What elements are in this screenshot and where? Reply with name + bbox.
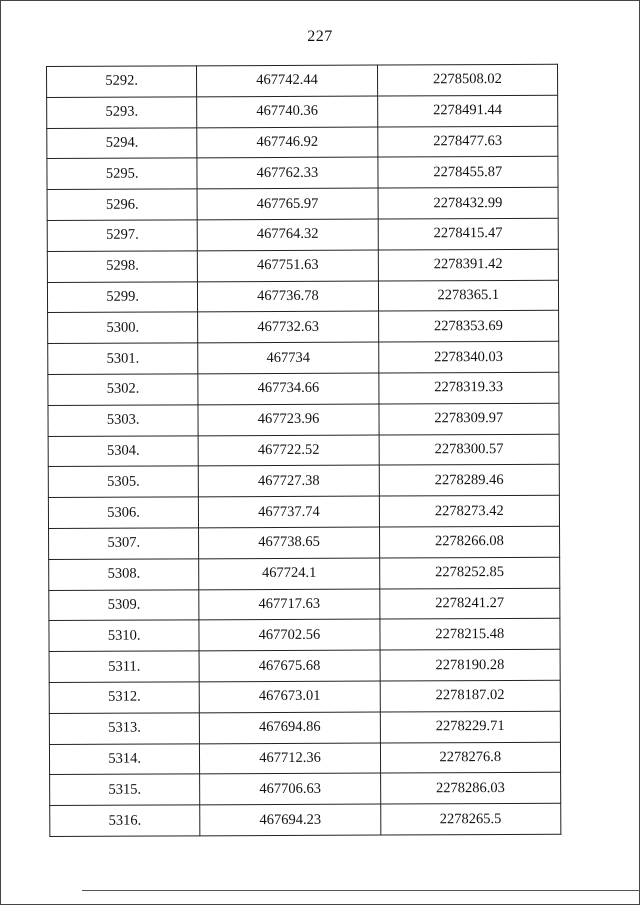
bottom-rule xyxy=(82,890,640,891)
x-coordinate-cell: 467738.65 xyxy=(199,527,379,559)
table-row xyxy=(48,434,559,467)
y-coordinate-cell: 2278432.99 xyxy=(378,187,559,219)
y-coordinate-cell: 2278252.85 xyxy=(379,557,560,589)
table-row xyxy=(49,742,560,775)
y-coordinate-cell: 2278289.46 xyxy=(379,465,560,497)
table-row xyxy=(47,64,558,97)
x-coordinate-cell: 467724.1 xyxy=(199,558,379,590)
table-row xyxy=(50,773,561,806)
y-coordinate-cell: 2278508.02 xyxy=(377,64,558,96)
table-row xyxy=(47,218,558,251)
x-coordinate-cell: 467706.63 xyxy=(200,773,380,805)
point-number-cell: 5292. xyxy=(47,66,197,97)
point-number-cell: 5307. xyxy=(49,528,199,559)
table-row xyxy=(49,619,560,652)
y-coordinate-cell: 2278353.69 xyxy=(378,311,559,343)
x-coordinate-cell: 467765.97 xyxy=(197,188,377,220)
table-row xyxy=(48,372,559,405)
x-coordinate-cell: 467675.68 xyxy=(199,650,379,682)
point-number-cell: 5303. xyxy=(48,405,198,436)
point-number-cell: 5305. xyxy=(48,466,198,497)
y-coordinate-cell: 2278365.1 xyxy=(378,280,559,312)
x-coordinate-cell: 467740.36 xyxy=(197,96,377,128)
point-number-cell: 5294. xyxy=(47,127,197,158)
x-coordinate-cell: 467746.92 xyxy=(197,127,377,159)
y-coordinate-cell: 2278455.87 xyxy=(378,157,559,189)
table-row xyxy=(47,249,558,282)
y-coordinate-cell: 2278187.02 xyxy=(380,680,561,712)
x-coordinate-cell: 467737.74 xyxy=(199,496,379,528)
point-number-cell: 5298. xyxy=(47,251,197,282)
point-number-cell: 5316. xyxy=(50,805,200,836)
y-coordinate-cell: 2278477.63 xyxy=(377,126,558,158)
x-coordinate-cell: 467673.01 xyxy=(200,681,380,713)
point-number-cell: 5297. xyxy=(47,220,197,251)
point-number-cell: 5296. xyxy=(47,189,197,220)
y-coordinate-cell: 2278319.33 xyxy=(378,372,559,404)
point-number-cell: 5295. xyxy=(47,158,197,189)
table-row xyxy=(48,465,559,498)
y-coordinate-cell: 2278266.08 xyxy=(379,526,560,558)
point-number-cell: 5293. xyxy=(47,97,197,128)
y-coordinate-cell: 2278415.47 xyxy=(378,218,559,250)
table-body xyxy=(47,64,561,836)
y-coordinate-cell: 2278273.42 xyxy=(379,495,560,527)
x-coordinate-cell: 467736.78 xyxy=(198,281,378,313)
point-number-cell: 5311. xyxy=(49,651,199,682)
y-coordinate-cell: 2278265.5 xyxy=(380,803,561,835)
point-number-cell: 5315. xyxy=(50,774,200,805)
table-row xyxy=(48,495,559,528)
coordinate-table xyxy=(46,64,561,837)
y-coordinate-cell: 2278190.28 xyxy=(380,649,561,681)
point-number-cell: 5313. xyxy=(49,713,199,744)
page-number: 227 xyxy=(307,28,333,45)
table-row xyxy=(49,711,560,744)
table-row xyxy=(50,803,561,836)
x-coordinate-cell: 467694.23 xyxy=(200,804,380,836)
x-coordinate-cell: 467734.66 xyxy=(198,373,378,405)
point-number-cell: 5299. xyxy=(47,281,197,312)
y-coordinate-cell: 2278241.27 xyxy=(379,588,560,620)
table-row xyxy=(49,680,560,713)
x-coordinate-cell: 467722.52 xyxy=(198,435,378,467)
point-number-cell: 5310. xyxy=(49,620,199,651)
table-row xyxy=(47,280,558,313)
table-row xyxy=(47,126,558,159)
point-number-cell: 5302. xyxy=(48,374,198,405)
y-coordinate-cell: 2278215.48 xyxy=(380,619,561,651)
y-coordinate-cell: 2278309.97 xyxy=(379,403,560,435)
point-number-cell: 5314. xyxy=(49,743,199,774)
table-row xyxy=(49,649,560,682)
point-number-cell: 5301. xyxy=(48,343,198,374)
point-number-cell: 5312. xyxy=(49,682,199,713)
table-row xyxy=(47,187,558,220)
x-coordinate-cell: 467764.32 xyxy=(197,219,377,251)
table-row xyxy=(49,526,560,559)
x-coordinate-cell: 467712.36 xyxy=(200,743,380,775)
x-coordinate-cell: 467727.38 xyxy=(199,465,379,497)
x-coordinate-cell: 467762.33 xyxy=(197,157,377,189)
y-coordinate-cell: 2278229.71 xyxy=(380,711,561,743)
table-row xyxy=(47,157,558,190)
point-number-cell: 5306. xyxy=(48,497,198,528)
y-coordinate-cell: 2278491.44 xyxy=(377,95,558,127)
table-row xyxy=(49,557,560,590)
point-number-cell: 5308. xyxy=(49,559,199,590)
y-coordinate-cell: 2278391.42 xyxy=(378,249,559,281)
y-coordinate-cell: 2278286.03 xyxy=(380,773,561,805)
y-coordinate-cell: 2278276.8 xyxy=(380,742,561,774)
x-coordinate-cell: 467717.63 xyxy=(199,589,379,621)
x-coordinate-cell: 467734 xyxy=(198,342,378,374)
x-coordinate-cell: 467732.63 xyxy=(198,311,378,343)
point-number-cell: 5300. xyxy=(48,312,198,343)
point-number-cell: 5309. xyxy=(49,589,199,620)
y-coordinate-cell: 2278300.57 xyxy=(379,434,560,466)
table-row xyxy=(49,588,560,621)
x-coordinate-cell: 467742.44 xyxy=(197,65,377,97)
point-number-cell: 5304. xyxy=(48,435,198,466)
x-coordinate-cell: 467751.63 xyxy=(198,250,378,282)
table-row xyxy=(48,341,559,374)
x-coordinate-cell: 467723.96 xyxy=(198,404,378,436)
table-row xyxy=(47,95,558,128)
x-coordinate-cell: 467702.56 xyxy=(199,619,379,651)
x-coordinate-cell: 467694.86 xyxy=(200,712,380,744)
table-row xyxy=(48,403,559,436)
y-coordinate-cell: 2278340.03 xyxy=(378,341,559,373)
table-row xyxy=(48,311,559,344)
